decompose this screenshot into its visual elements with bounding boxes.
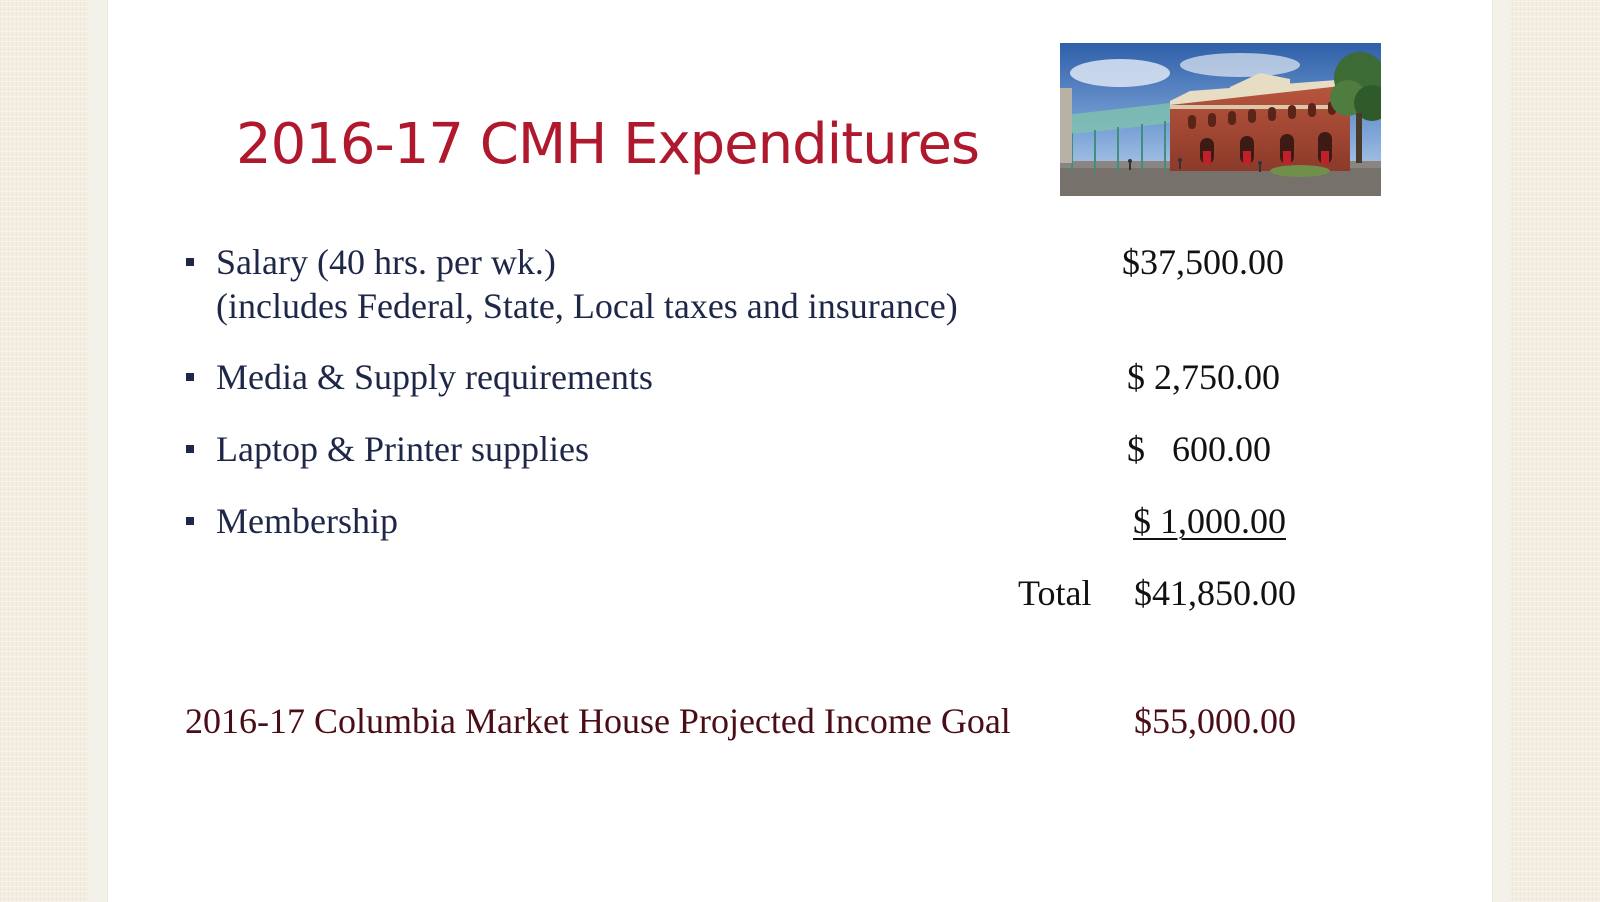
income-goal-amount: $55,000.00 xyxy=(1134,701,1296,741)
expense-amount-media: $ 2,750.00 xyxy=(1127,357,1280,397)
bullet-icon xyxy=(186,258,194,266)
expense-amount-salary: $37,500.00 xyxy=(1122,242,1284,282)
market-house-photo xyxy=(1060,43,1381,196)
bullet-icon xyxy=(186,373,194,381)
expense-amount-laptop: $ 600.00 xyxy=(1127,429,1271,469)
slide-title: 2016-17 CMH Expenditures xyxy=(236,112,980,177)
expense-label: Salary (40 hrs. per wk.) xyxy=(216,242,556,282)
total-label: Total xyxy=(1018,573,1092,613)
expense-sublabel: (includes Federal, State, Local taxes and insurance) xyxy=(216,286,958,326)
expense-label: Media & Supply requirements xyxy=(216,357,653,397)
expense-label: Membership xyxy=(216,501,398,541)
total-amount: $41,850.00 xyxy=(1134,573,1296,613)
income-goal-label: 2016-17 Columbia Market House Projected Income Goal xyxy=(185,701,1011,741)
bullet-icon xyxy=(186,517,194,525)
expense-label: Laptop & Printer supplies xyxy=(216,429,589,469)
expense-amount-membership: $ 1,000.00 xyxy=(1133,501,1286,541)
bullet-icon xyxy=(186,445,194,453)
